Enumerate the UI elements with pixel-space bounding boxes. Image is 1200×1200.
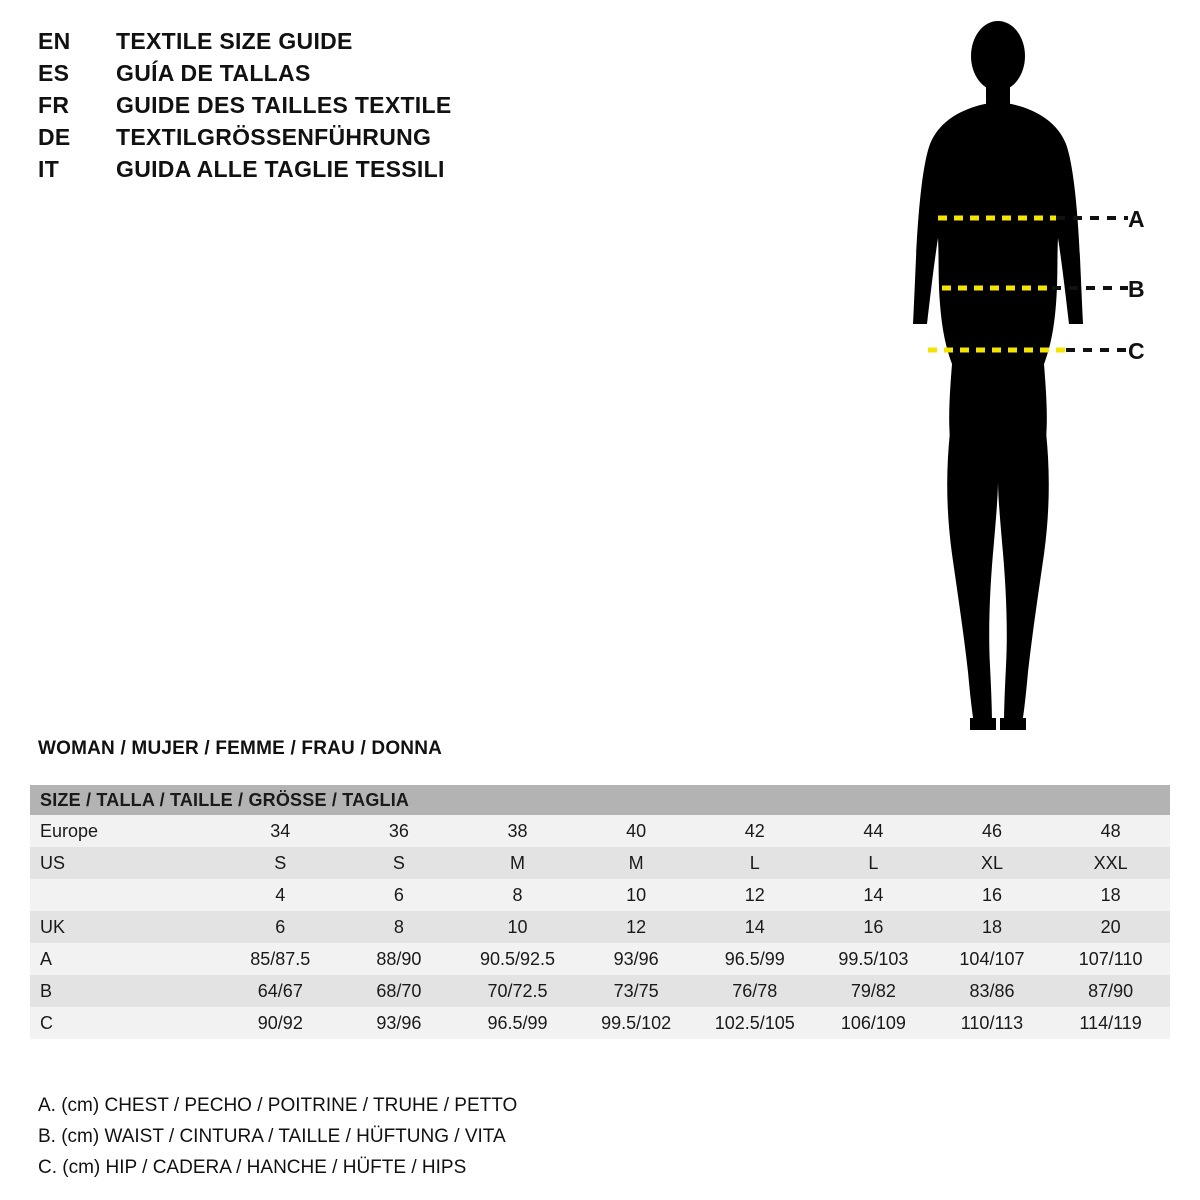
cell: 104/107	[959, 948, 1025, 969]
measure-label-a: A	[1128, 206, 1145, 232]
footnotes	[38, 1090, 738, 1183]
table-row	[30, 1007, 1170, 1039]
cell: 96.5/99	[487, 1012, 548, 1033]
title-text-es: GUÍA DE TALLAS	[116, 60, 311, 86]
cell: XL	[980, 852, 1003, 873]
table-row	[30, 911, 1170, 943]
female-silhouette-icon	[880, 18, 1180, 738]
title-row-es	[38, 60, 558, 92]
row-label: C	[40, 1012, 53, 1033]
footnote-waist: B. (cm) WAIST / CINTURA / TAILLE / HÜFTUNG / VITA	[38, 1126, 506, 1147]
footnote-chest: A. (cm) CHEST / PECHO / POITRINE / TRUHE / PETTO	[38, 1095, 518, 1116]
title-row-en	[38, 28, 558, 60]
cell: 106/109	[840, 1012, 906, 1033]
cell: 8	[393, 916, 404, 937]
row-label: A	[40, 948, 53, 969]
cell: S	[392, 852, 405, 873]
cell: 18	[981, 916, 1002, 937]
title-row-it	[38, 156, 558, 188]
section-caption: WOMAN / MUJER / FEMME / FRAU / DONNA	[38, 738, 443, 759]
cell: 102.5/105	[714, 1012, 795, 1033]
figure-area	[880, 18, 1180, 738]
cell: 73/75	[613, 980, 659, 1001]
cell: 76/78	[732, 980, 778, 1001]
measure-label-c: C	[1128, 338, 1145, 364]
cell: 40	[626, 820, 647, 841]
cell: S	[274, 852, 287, 873]
table-row	[30, 847, 1170, 879]
row-label	[30, 879, 221, 911]
cell: 99.5/103	[838, 948, 909, 969]
measure-label-b: B	[1128, 276, 1145, 302]
cell: 96.5/99	[724, 948, 785, 969]
cell: 6	[393, 884, 404, 905]
cell: 79/82	[850, 980, 896, 1001]
cell: 68/70	[376, 980, 422, 1001]
cell: 10	[626, 884, 647, 905]
table-header-band	[30, 785, 1170, 815]
table-band-label: SIZE / TALLA / TAILLE / GRÖSSE / TAGLIA	[30, 785, 1170, 815]
title-text-it: GUIDA ALLE TAGLIE TESSILI	[116, 156, 445, 182]
cell: L	[868, 852, 879, 873]
cell: 107/110	[1078, 948, 1143, 969]
cell: 12	[744, 884, 765, 905]
cell: 44	[863, 820, 884, 841]
cell: 36	[388, 820, 409, 841]
footnote-hip: C. (cm) HIP / CADERA / HANCHE / HÜFTE / HIPS	[38, 1157, 467, 1178]
cell: 14	[744, 916, 765, 937]
cell: 16	[981, 884, 1002, 905]
cell: 8	[512, 884, 523, 905]
cell: 110/113	[960, 1012, 1024, 1033]
cell: 14	[863, 884, 884, 905]
row-label: UK	[40, 916, 66, 937]
title-row-fr	[38, 92, 558, 124]
cell: 48	[1100, 820, 1121, 841]
cell: 42	[744, 820, 765, 841]
table-row	[30, 975, 1170, 1007]
cell: M	[628, 852, 644, 873]
title-lang-es: ES	[38, 60, 70, 86]
cell: 114/119	[1079, 1012, 1142, 1033]
cell: 20	[1100, 916, 1121, 937]
cell: 34	[270, 820, 291, 841]
cell: 4	[275, 884, 286, 905]
title-lang-it: IT	[38, 156, 60, 182]
row-label: US	[40, 852, 66, 873]
size-table	[30, 785, 1170, 1039]
cell: 6	[275, 916, 286, 937]
row-label: Europe	[40, 820, 99, 841]
cell: 38	[507, 820, 528, 841]
cell: M	[510, 852, 526, 873]
title-row-de	[38, 124, 558, 156]
title-text-fr: GUIDE DES TAILLES TEXTILE	[116, 92, 452, 118]
cell: 64/67	[257, 980, 303, 1001]
title-lang-de: DE	[38, 124, 71, 150]
table-row	[30, 943, 1170, 975]
table-row	[30, 815, 1170, 847]
cell: 16	[863, 916, 884, 937]
cell: XXL	[1093, 852, 1128, 873]
title-text-en: TEXTILE SIZE GUIDE	[116, 28, 353, 54]
cell: 83/86	[969, 980, 1015, 1001]
title-lang-en: EN	[38, 28, 71, 54]
cell: 10	[507, 916, 528, 937]
cell: L	[749, 852, 760, 873]
cell: 93/96	[376, 1012, 422, 1033]
cell: 85/87.5	[250, 948, 311, 969]
title-block	[38, 28, 558, 188]
cell: 90.5/92.5	[479, 948, 556, 969]
cell: 18	[1100, 884, 1121, 905]
title-lang-fr: FR	[38, 92, 70, 118]
cell: 12	[626, 916, 647, 937]
cell: 93/96	[613, 948, 659, 969]
cell: 87/90	[1088, 980, 1134, 1001]
cell: 99.5/102	[601, 1012, 672, 1033]
cell: 46	[981, 820, 1002, 841]
cell: 90/92	[257, 1012, 303, 1033]
title-text-de: TEXTILGRÖSSENFÜHRUNG	[116, 124, 432, 150]
table-row	[30, 879, 1170, 911]
cell: 70/72.5	[487, 980, 548, 1001]
cell: 88/90	[376, 948, 422, 969]
row-label: B	[40, 980, 53, 1001]
